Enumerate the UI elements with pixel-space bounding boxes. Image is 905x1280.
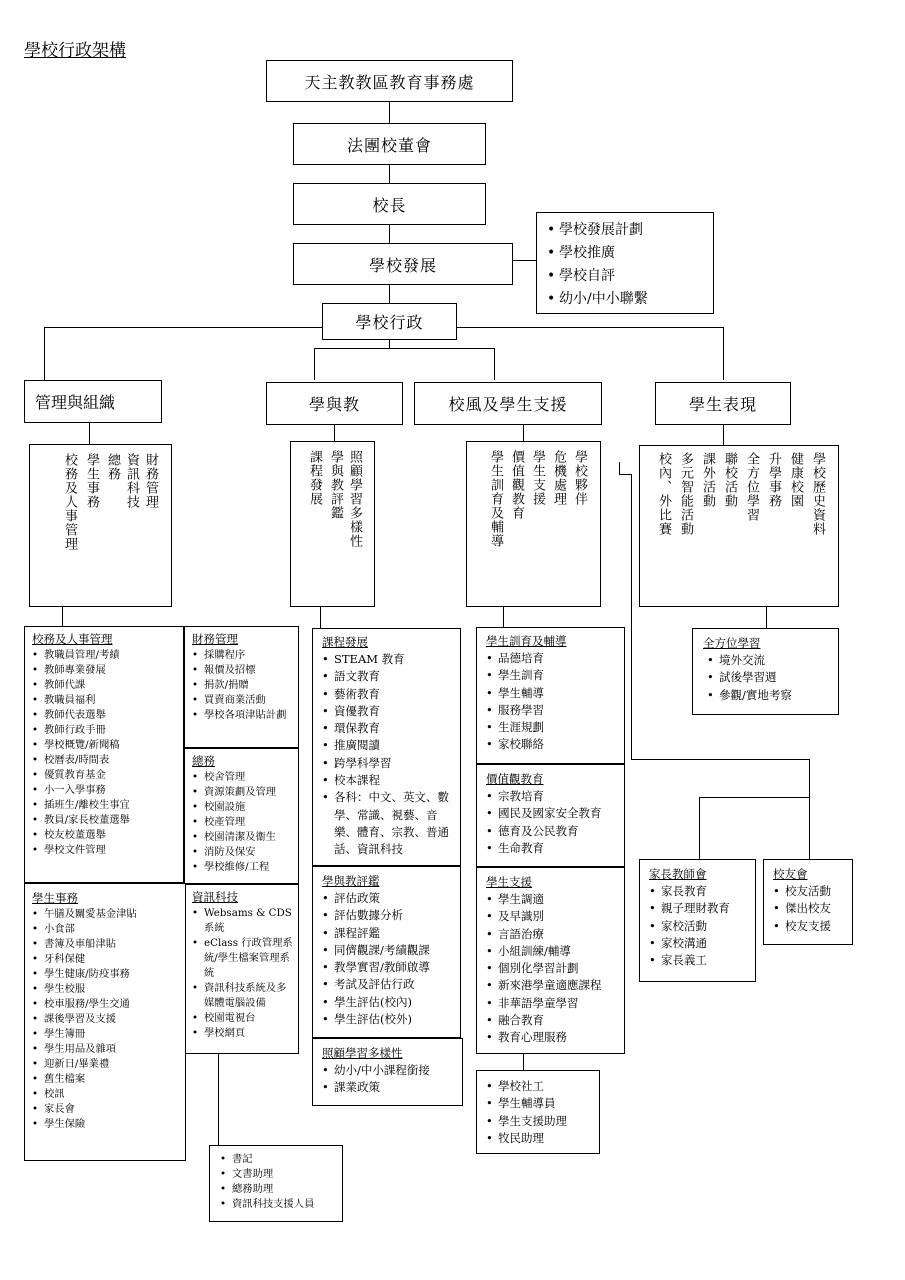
vertical-label: 校務及人事管理 [62, 453, 77, 551]
finance-box [184, 626, 299, 748]
list-item: • 校園設施 [192, 800, 295, 815]
list-item: • 境外交流 [707, 652, 835, 669]
diversity-box [312, 1038, 463, 1106]
list-item: • 學生評估(校外) [322, 1011, 457, 1028]
list-item: • 校友校董選舉 [32, 828, 180, 843]
all-round-box [692, 628, 839, 715]
list-item: • STEAM 教育 [322, 651, 457, 668]
list-item: • 教學實習/教師啟導 [322, 959, 457, 976]
list-item: • 環保教育 [322, 720, 457, 737]
top-box [266, 60, 513, 102]
performance-sub-box [639, 445, 839, 607]
section-title: 照顧學習多樣性 [322, 1046, 403, 1060]
list-item: • 資訊科技系統及多媒體電腦設備 [192, 981, 295, 1011]
list-item: • 同儕觀課/考績觀課 [322, 942, 457, 959]
vertical-label: 價值觀教育 [509, 450, 524, 520]
finance-list [192, 648, 295, 723]
curriculum-list [322, 651, 457, 859]
list-item: • 校產管理 [192, 815, 295, 830]
development-box [293, 243, 513, 285]
list-item: • 迎新日/畢業禮 [32, 1057, 182, 1072]
list-item: • Websams & CDS 系統 [192, 906, 295, 936]
general-affairs-box [184, 748, 299, 884]
vertical-label: 健康校園 [788, 452, 803, 508]
section-title: 學與教評鑑 [322, 874, 380, 888]
list-item: • 校訊 [32, 1087, 182, 1102]
pta-list [649, 883, 752, 969]
all-round-list [703, 652, 835, 704]
list-item: • 試後學習週 [707, 669, 835, 686]
section-title: 學生訓育及輔導 [486, 634, 567, 648]
list-item: • 學生用品及雜項 [32, 1042, 182, 1057]
list-item: • 教師專業發展 [32, 663, 180, 678]
management-sub-box [29, 444, 172, 607]
list-item: • 校友支援 [773, 918, 849, 935]
branch-label: 學與教 [308, 395, 360, 414]
list-item: • 插班生/離校生事宜 [32, 798, 180, 813]
list-item: • 新來港學童適應課程 [486, 977, 621, 994]
list-item: • 總務助理 [220, 1182, 339, 1197]
evaluation-list [322, 890, 457, 1028]
list-item: • 學校社工 [486, 1078, 596, 1095]
list-item: • 舊生檔案 [32, 1072, 182, 1087]
list-item: • 小食部 [32, 922, 182, 937]
values-edu-list [486, 788, 621, 857]
evaluation-box [312, 866, 461, 1038]
vertical-label: 學校歷史資料 [810, 452, 825, 536]
guidance-box [476, 627, 625, 764]
list-item: • 考試及評估行政 [322, 976, 457, 993]
diversity-list [322, 1062, 459, 1097]
list-item: • 教職員管理/考績 [32, 648, 180, 663]
branch-label: 校風及學生支援 [448, 395, 568, 414]
development-items-box [536, 212, 714, 314]
branch-management [24, 380, 162, 423]
list-item: • 幼小/中小課程銜接 [322, 1062, 459, 1079]
list-item: • 課業政策 [322, 1079, 459, 1096]
list-item: • 書記 [220, 1152, 339, 1167]
section-title: 校友會 [773, 867, 808, 881]
list-item: • 學校各項津貼計劃 [192, 708, 295, 723]
principal-box [293, 183, 486, 225]
vertical-label: 多元智能活動 [678, 452, 693, 536]
alumni-list [773, 883, 849, 935]
list-item: • 學生調適 [486, 891, 621, 908]
section-title: 課程發展 [322, 635, 368, 649]
section-title: 資訊科技 [192, 890, 238, 904]
list-item: • 家校溝通 [649, 935, 752, 952]
student-affairs-list [32, 907, 182, 1132]
list-item: • 家長義工 [649, 952, 752, 969]
staff-box [209, 1145, 343, 1222]
list-item: • 跨學科學習 [322, 755, 457, 772]
list-item: • 親子理財教育 [649, 900, 752, 917]
list-item: • 小組訓練/輔導 [486, 943, 621, 960]
list-item: • 融合教育 [486, 1012, 621, 1029]
branch-support [414, 382, 602, 425]
vertical-label: 學與教評鑑 [328, 450, 343, 520]
list-item: • 學校網頁 [192, 1026, 295, 1041]
list-item: • 教師代表選舉 [32, 708, 180, 723]
list-item: • 校園清潔及衞生 [192, 830, 295, 845]
development-label: 學校發展 [368, 255, 437, 275]
list-item: • 生涯規劃 [486, 719, 621, 736]
support-sub-box [466, 441, 601, 607]
list-item: • 學校發展計劃 [547, 219, 705, 242]
it-box [184, 884, 299, 1054]
list-item: • 學生輔導 [486, 685, 621, 702]
list-item: • 捐款/捐贈 [192, 678, 295, 693]
guidance-list [486, 650, 621, 754]
list-item: • 校友活動 [773, 883, 849, 900]
list-item: • 學生訓育 [486, 667, 621, 684]
vertical-label: 資訊科技 [124, 453, 139, 509]
vertical-label: 全方位學習 [744, 452, 759, 522]
list-item: • 書簿及車船津貼 [32, 937, 182, 952]
list-item: • 學校推廣 [547, 242, 705, 265]
list-item: • 校曆表/時間表 [32, 753, 180, 768]
principal-label: 校長 [372, 195, 407, 215]
list-item: • 文書助理 [220, 1167, 339, 1182]
list-item: • 家校聯絡 [486, 736, 621, 753]
list-item: • 藝術教育 [322, 686, 457, 703]
list-item: • 課後學習及支援 [32, 1012, 182, 1027]
vertical-label: 危機處理 [551, 450, 566, 506]
alumni-box [763, 859, 853, 945]
list-item: • 言語治療 [486, 926, 621, 943]
list-item: • 校舍管理 [192, 770, 295, 785]
list-item: • 小一入學事務 [32, 783, 180, 798]
student-support-box [476, 867, 625, 1054]
list-item: • 學生評估(校內) [322, 994, 457, 1011]
list-item: • 教師代課 [32, 678, 180, 693]
list-item: • 教育心理服務 [486, 1029, 621, 1046]
list-item: • 午膳及關愛基金津貼 [32, 907, 182, 922]
list-item: • 消防及保安 [192, 845, 295, 860]
list-item: • 德育及公民教育 [486, 823, 621, 840]
list-item: • 報價及招標 [192, 663, 295, 678]
list-item: • 家長會 [32, 1102, 182, 1117]
list-item: • eClass 行政管理系統/學生檔案管理系統 [192, 936, 295, 981]
list-item: • 學校概覽/新聞稿 [32, 738, 180, 753]
list-item: • 宗教培育 [486, 788, 621, 805]
vertical-label: 課程發展 [307, 450, 322, 506]
list-item: • 服務學習 [486, 702, 621, 719]
vertical-label: 學生事務 [84, 453, 99, 509]
school-affairs-box [24, 626, 184, 883]
list-item: • 採購程序 [192, 648, 295, 663]
student-affairs-box [24, 883, 186, 1161]
board-box [293, 123, 486, 165]
administration-label: 學校行政 [355, 313, 424, 332]
vertical-label: 校內、外比賽 [656, 452, 671, 536]
branch-learning [266, 382, 403, 425]
list-item: • 學生簿冊 [32, 1027, 182, 1042]
list-item: • 學校維修/工程 [192, 860, 295, 875]
vertical-label: 財務管理 [143, 453, 158, 509]
list-item: • 家校活動 [649, 918, 752, 935]
list-item: • 學生健康/防疫事務 [32, 967, 182, 982]
list-item: • 學校自評 [547, 265, 705, 288]
list-item: • 資訊科技支援人員 [220, 1197, 339, 1212]
list-item: • 幼小/中小聯繫 [547, 288, 705, 311]
list-item: • 教職員福利 [32, 693, 180, 708]
list-item: • 學生校服 [32, 982, 182, 997]
section-title: 學生事務 [32, 891, 78, 905]
development-items-list [547, 219, 705, 311]
list-item: • 學生保險 [32, 1117, 182, 1132]
staff-list [220, 1152, 339, 1212]
list-item: • 家長教育 [649, 883, 752, 900]
page-title: 學校行政架構 [24, 41, 126, 61]
list-item: • 教師行政手冊 [32, 723, 180, 738]
list-item: • 優質教育基金 [32, 768, 180, 783]
vertical-label: 升學事務 [766, 452, 781, 508]
branch-label: 學生表現 [688, 395, 757, 414]
list-item: • 學校文件管理 [32, 843, 180, 858]
list-item: • 各科：中文、英文、數學、常識、視藝、音樂、體育、宗教、普通話、資訊科技 [322, 789, 457, 858]
general-affairs-list [192, 770, 295, 875]
learning-sub-box [290, 441, 375, 607]
vertical-label: 學生訓育及輔導 [488, 450, 503, 548]
support-staff-list [486, 1078, 596, 1147]
list-item: • 非華語學童學習 [486, 995, 621, 1012]
school-affairs-list [32, 648, 180, 858]
list-item: • 牧民助理 [486, 1130, 596, 1147]
section-title: 總務 [192, 754, 215, 768]
list-item: • 資優教育 [322, 703, 457, 720]
list-item: • 語文教育 [322, 668, 457, 685]
student-support-list [486, 891, 621, 1047]
list-item: • 評估數據分析 [322, 907, 457, 924]
section-title: 價值觀教育 [486, 772, 544, 786]
administration-box [322, 303, 457, 340]
list-item: • 校本課程 [322, 772, 457, 789]
list-item: • 買賣商業活動 [192, 693, 295, 708]
branch-label: 管理與組織 [35, 393, 116, 412]
it-list [192, 906, 295, 1041]
vertical-label: 聯校活動 [722, 452, 737, 508]
list-item: • 教員/家長校董選舉 [32, 813, 180, 828]
pta-box [639, 859, 756, 982]
list-item: • 推廣閱讀 [322, 737, 457, 754]
list-item: • 學生輔導員 [486, 1095, 596, 1112]
list-item: • 國民及國家安全教育 [486, 805, 621, 822]
list-item: • 及早識別 [486, 908, 621, 925]
list-item: • 校園電視台 [192, 1011, 295, 1026]
list-item: • 傑出校友 [773, 900, 849, 917]
values-edu-box [476, 764, 625, 867]
list-item: • 學生支援助理 [486, 1113, 596, 1130]
branch-performance [655, 382, 791, 425]
list-item: • 課程評鑑 [322, 925, 457, 942]
vertical-label: 照顧學習多樣性 [347, 450, 362, 548]
section-title: 財務管理 [192, 632, 238, 646]
list-item: • 校車服務/學生交通 [32, 997, 182, 1012]
vertical-label: 學校夥伴 [572, 450, 587, 506]
vertical-label: 課外活動 [700, 452, 715, 508]
list-item: • 資源策劃及管理 [192, 785, 295, 800]
vertical-label: 總務 [105, 453, 120, 481]
section-title: 家長教師會 [649, 867, 707, 881]
section-title: 學生支援 [486, 875, 532, 889]
list-item: • 個別化學習計劃 [486, 960, 621, 977]
curriculum-box [312, 628, 461, 866]
list-item: • 品德培育 [486, 650, 621, 667]
list-item: • 生命教育 [486, 840, 621, 857]
list-item: • 評估政策 [322, 890, 457, 907]
list-item: • 參觀/實地考察 [707, 687, 835, 704]
section-title: 校務及人事管理 [32, 632, 113, 646]
top-label: 天主教教區教育事務處 [304, 72, 475, 92]
board-label: 法團校董會 [346, 135, 432, 155]
vertical-label: 學生支援 [530, 450, 545, 506]
section-title: 全方位學習 [703, 636, 761, 650]
support-staff-box [476, 1070, 600, 1154]
list-item: • 牙科保健 [32, 952, 182, 967]
